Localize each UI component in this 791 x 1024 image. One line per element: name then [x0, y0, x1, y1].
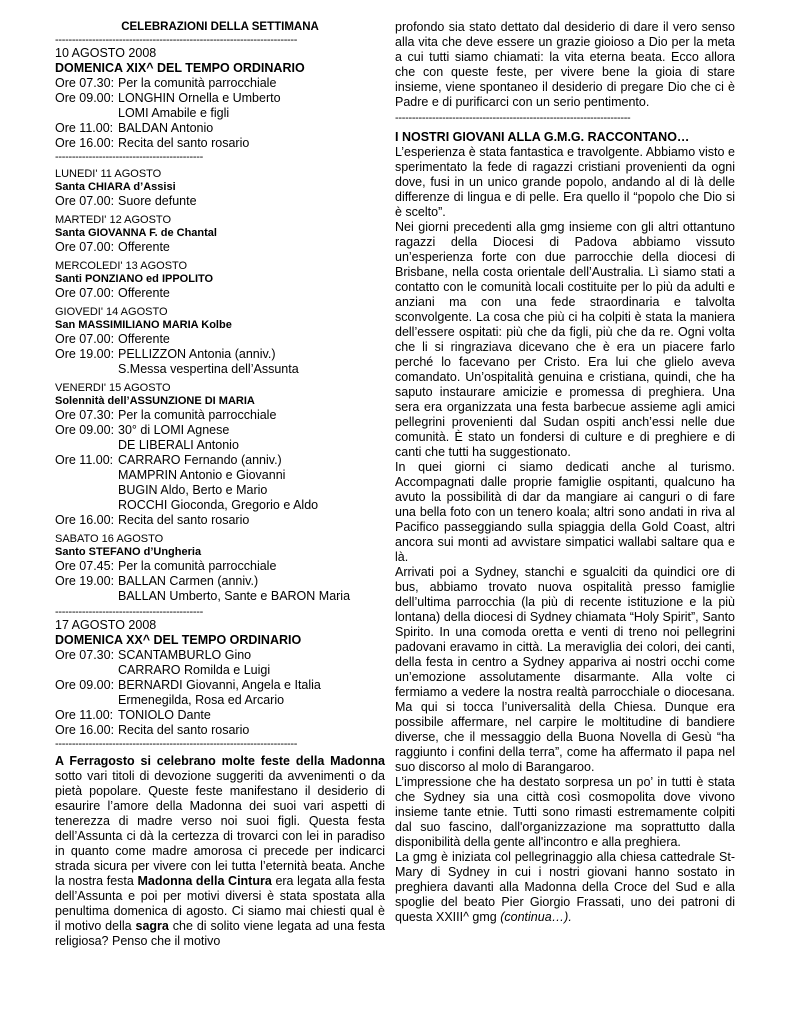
mass-row [55, 76, 385, 91]
saint-name: San MASSIMILIANO MARIA Kolbe [55, 319, 232, 331]
mass-row [55, 723, 385, 738]
gmg-paragraph: Arrivati poi a Sydney, stanchi e sgualciti da quindici ore di bus, abbiamo trovato nuova ospitalità presso famiglie dell’ultima parrocchia (la più di recente istituzione e la più lontana) della diocesi di Sydney chiamata “Holy Spirit”, Santo Spirito. In una comoda oretta e venti di treno noi pellegrini padovani eravamo in città. La meraviglia dei colori, dei canti, della festa in centro a Sydney appariva ai nostri occhi come un’emozione assolutamente disarmante. Alla volte ci fermiamo a vedere la nostra realtà parrocchiale o diocesana. Ma qui si tocca l’universalità della Chiesa. Dunque era possibile affermare, nel carpire le moltitudine di bandiere diverse, che il messaggio della Buona Novella di Gesù “ha raggiunto i confini della terra”, come ha affermato il papa nel suo discorso al molo di Barangaroo. [395, 565, 735, 774]
mass-row [55, 453, 385, 468]
mass-intention: PELLIZZON Antonia (anniv.) [118, 347, 276, 361]
article-continuation: profondo sia stato dettato dal desiderio di dare il vero senso alla vita che deve essere un grazie gioioso a Dio per la meta a cui tutti siamo chiamati: la vita eterna beata. Ecco allora che con queste feste, per vivere bene la gioia di stare insieme, viene spontaneo il desiderio di pregare Dio che ci è Padre e di purificarci con un serio pentimento. [395, 20, 735, 109]
mass-list [55, 648, 385, 738]
mass-list [55, 76, 385, 151]
mass-intention: CARRARO Romilda e Luigi [118, 663, 271, 677]
mass-intention: LOMI Amabile e figli [118, 106, 230, 120]
weekday-date: LUNEDI' 11 AGOSTO [55, 168, 162, 180]
mass-time: Ore 11.00: [55, 121, 114, 135]
mass-intention: Offerente [118, 332, 170, 346]
mass-list [55, 408, 385, 528]
mass-intention: ROCCHI Gioconda, Gregorio e Aldo [118, 498, 319, 512]
continua-note: (continua…). [500, 910, 572, 924]
mass-list [55, 332, 385, 377]
mass-intention: BERNARDI Giovanni, Angela e Italia [118, 678, 321, 692]
mass-row [55, 513, 385, 528]
mass-time: Ore 09.00: [55, 423, 115, 437]
mass-time: Ore 07.30: [55, 76, 115, 90]
mass-time: Ore 11.00: [55, 708, 114, 722]
mass-list [55, 194, 385, 209]
right-column [395, 20, 735, 925]
mass-row [55, 240, 385, 255]
mass-row [55, 121, 385, 136]
saint-name: Solennità dell’ASSUNZIONE DI MARIA [55, 395, 255, 407]
mass-intention: CARRARO Fernando (anniv.) [118, 453, 282, 467]
weekday-block [55, 167, 385, 209]
mass-row [55, 332, 385, 347]
mass-row [55, 347, 385, 362]
celebrations-title: CELEBRAZIONI DELLA SETTIMANA [121, 21, 319, 33]
left-column [55, 20, 385, 949]
mass-time: Ore 07.00: [55, 240, 115, 254]
gmg-paragraph: In quei giorni ci siamo dedicati anche al turismo. Accompagnati dalle proprie famiglie ospitanti, qualcuno ha avuto la possibilità di dar da mangiare ai canguri o di fare una bella foto con un tenero koala; altri sono andati in riva al Pacifico passeggiando sulla spiaggia della Gold Coast, altri ancora sui monti ad avvistare simpatici wallabi saltare qua e là. [395, 460, 735, 564]
mass-row [55, 559, 385, 574]
mass-intention: Suore defunte [118, 194, 197, 208]
article-text: sotto vari titoli di devozione suggeriti da avvenimenti o da pietà popolare. Queste feste manifestano il desiderio di esaurire l’amore della Madonna dei suoi vari aspetti di tenerezza di madre verso noi suoi figli. Questa festa dell’Assunta ci dà la certezza di trovarci con lei in paradiso in quanto come madre amorosa ci precede per indicarci strada sicura per vivere con lei tutta l’eternità beata. Anche la nostra festa [55, 769, 385, 888]
mass-intention: Recita del santo rosario [118, 513, 250, 527]
mass-intention: Offerente [118, 240, 170, 254]
sunday-date: 10 AGOSTO 2008 [55, 46, 157, 60]
mass-intention: Per la comunità parrocchiale [118, 408, 277, 422]
mass-time: Ore 07.30: [55, 408, 115, 422]
mass-intention: BALLAN Umberto, Sante e BARON Maria [118, 589, 351, 603]
mass-time: Ore 09.00: [55, 91, 115, 105]
mass-intention: SCANTAMBURLO Gino [118, 648, 252, 662]
mass-intention: Per la comunità parrocchiale [118, 76, 277, 90]
mass-list [55, 240, 385, 255]
mass-time: Ore 07.30: [55, 648, 115, 662]
weekday-date: VENERDI' 15 AGOSTO [55, 382, 171, 394]
weekday-block [55, 532, 385, 604]
gmg-paragraph: L’impressione che ha destato sorpresa un po’ in tutti è stata che Sydney sia una città così cosmopolita dove vivono insieme tante etnie. Tutti sono rimasti estremamente colpiti dal suo fascino, dall'organizzazione ma soprattutto dalla disponibilità della gente all'incontro e alla preghiera. [395, 775, 735, 849]
mass-row [55, 648, 385, 663]
weekday-list [55, 167, 385, 604]
mass-intention: BALLAN Carmen (anniv.) [118, 574, 259, 588]
mass-row [55, 136, 385, 151]
weekday-date: MARTEDI' 12 AGOSTO [55, 214, 172, 226]
article-text: era legata alla festa dell’Assunta e poi per motivi diversi è stata spostata alla penultima domenica di agosto. Ci siamo mai chiesti qual è il motivo della [55, 874, 385, 933]
mass-row [55, 408, 385, 423]
mass-intention: LONGHIN Ornella e Umberto [118, 91, 281, 105]
sunday-title: DOMENICA XX^ DEL TEMPO ORDINARIO [55, 633, 302, 647]
saint-name: Santo STEFANO d’Ungheria [55, 546, 202, 558]
saint-name: Santa GIOVANNA F. de Chantal [55, 227, 217, 239]
mass-time: Ore 16.00: [55, 723, 115, 737]
mass-time: Ore 07.00: [55, 332, 115, 346]
article-bold-text: Madonna della Cintura [137, 874, 272, 888]
article-text: che di solito viene legata ad una festa religiosa? Penso che il motivo [55, 919, 385, 948]
mass-row [55, 574, 385, 589]
gmg-paragraph: L’esperienza è stata fantastica e travolgente. Abbiamo visto e sperimentato la fede di ragazzi cristiani provenienti da ogni dove, fusi in un unico grande popolo, andando al di là delle differenze di lingua e di pelle. Era quello il “popolo che Dio si è scelto”. [395, 145, 735, 219]
mass-time: Ore 07.00: [55, 194, 115, 208]
separator: ---------------------------------------------------------------------- [395, 112, 631, 124]
weekday-block [55, 213, 385, 255]
saint-name: Santi PONZIANO ed IPPOLITO [55, 273, 214, 285]
article-lead: A Ferragosto si celebrano molte feste della Madonna [55, 754, 385, 768]
article-bold-text: sagra [135, 919, 169, 933]
weekday-block [55, 259, 385, 301]
separator: ------------------------------------------------------------------------ [55, 738, 298, 750]
sunday-date: 17 AGOSTO 2008 [55, 618, 157, 632]
mass-intention: Per la comunità parrocchiale [118, 559, 277, 573]
paragraph-text: La gmg è iniziata col pellegrinaggio alla chiesa cattedrale St-Mary di Sydney in cui i nostri giovani hanno sostato in preghiera davanti alla Madonna della Croce del Sud e alla spoglie del beato Pier Giorgio Frassati, uno dei patroni di questa XXIII^ gmg [395, 850, 735, 924]
mass-time: Ore 11.00: [55, 453, 114, 467]
mass-time: Ore 19.00: [55, 574, 115, 588]
mass-intention: 30° di LOMI Agnese [118, 423, 230, 437]
mass-intention: DE LIBERALI Antonio [118, 438, 239, 452]
saint-name: Santa CHIARA d’Assisi [55, 181, 176, 193]
mass-row [55, 194, 385, 209]
mass-time: Ore 07.45: [55, 559, 115, 573]
gmg-article [395, 145, 735, 850]
gmg-paragraph: Nei giorni precedenti alla gmg insieme con gli altri ottantuno ragazzi della Diocesi di Padova abbiamo vissuto un’esperienza forte con due parrocchie della diocesi di Brisbane, nella costa orientale dell’Australia. Lì siamo stati a contatto con le comunità locali costituite per lo più da adulti e anziani ma con una fede straordinaria e talvolta sconvolgente. La cosa che più ci ha colpiti è stata la maniera dell’essere ospitati: più che da figli, più che da re. Ogni volta che li si ringraziava dicevano che è era un piacere farlo perché lo facevano per Cristo. Era lui che glielo aveva comandato. Un’ospitalità genuina e cristiana, quindi, che ha saputo instaurare amicizie e promessa di preghiera. Una sera era organizzata una festa barbecue assieme agli amici pellegrini provenienti dal Sudan ospiti anch’essi nelle due comunità. È stato un fondersi di culture e di preghiere e di canti che tutti ha suggestionato. [395, 220, 735, 459]
mass-time: Ore 19.00: [55, 347, 115, 361]
mass-list [55, 559, 385, 604]
mass-intention: BUGIN Aldo, Berto e Mario [118, 483, 268, 497]
separator: ------------------------------------------------------------------------ [55, 34, 298, 46]
mass-intention: Offerente [118, 286, 170, 300]
mass-time: Ore 09.00: [55, 678, 115, 692]
weekday-block [55, 305, 385, 377]
weekday-block [55, 381, 385, 528]
sunday-block-2 [55, 618, 385, 738]
gmg-last-paragraph [395, 850, 735, 925]
weekday-date: GIOVEDI' 14 AGOSTO [55, 306, 168, 318]
mass-list [55, 286, 385, 301]
mass-time: Ore 16.00: [55, 513, 115, 527]
ferragosto-article [55, 754, 385, 949]
mass-row [55, 708, 385, 723]
mass-intention: Recita del santo rosario [118, 723, 250, 737]
separator: -------------------------------------------- [55, 151, 203, 163]
mass-intention: S.Messa vespertina dell’Assunta [118, 362, 299, 376]
mass-intention: Ermenegilda, Rosa ed Arcario [118, 693, 285, 707]
mass-intention: TONIOLO Dante [118, 708, 211, 722]
mass-row [55, 423, 385, 438]
sunday-title: DOMENICA XIX^ DEL TEMPO ORDINARIO [55, 61, 305, 75]
mass-row [55, 678, 385, 693]
sunday-block-1 [55, 46, 385, 151]
gmg-title: I NOSTRI GIOVANI ALLA G.M.G. RACCONTANO… [395, 130, 690, 144]
mass-row [55, 91, 385, 106]
weekday-date: MERCOLEDI' 13 AGOSTO [55, 260, 188, 272]
weekday-date: SABATO 16 AGOSTO [55, 533, 164, 545]
mass-intention: MAMPRIN Antonio e Giovanni [118, 468, 286, 482]
mass-intention: Recita del santo rosario [118, 136, 250, 150]
separator: -------------------------------------------- [55, 606, 203, 618]
mass-row [55, 286, 385, 301]
mass-time: Ore 07.00: [55, 286, 115, 300]
mass-time: Ore 16.00: [55, 136, 115, 150]
mass-intention: BALDAN Antonio [118, 121, 214, 135]
